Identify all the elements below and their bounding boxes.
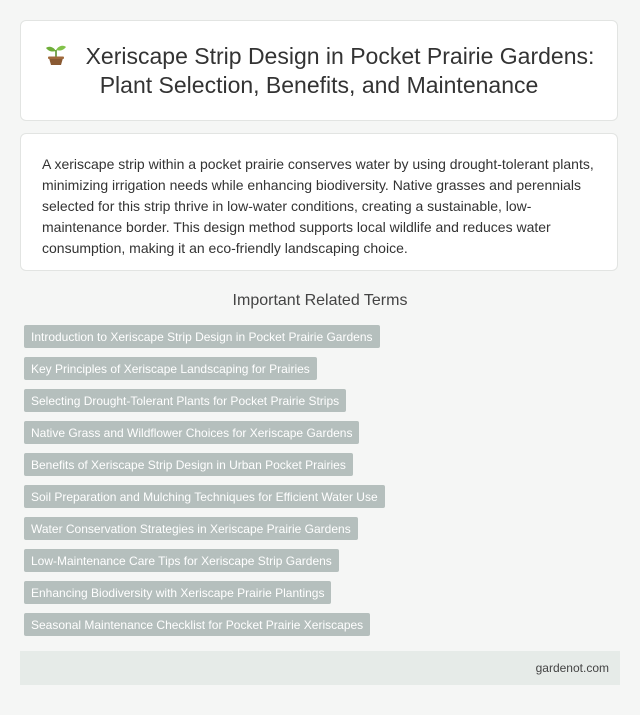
summary-card [20, 133, 618, 271]
summary-text: A xeriscape strip within a pocket prairie conserves water by using drought-tolerant plants, minimizing irrigation needs while enhancing biodiversity. Native grasses and perennials selected for this strip thrive in low-water conditions, creating a sustainable, low-maintenance border. This design method supports local wildlife and reduces water consumption, making it an eco-friendly landscaping choice. [42, 156, 594, 256]
related-term-tag[interactable]: Key Principles of Xeriscape Landscaping for Prairies [24, 357, 317, 380]
related-term-tag[interactable]: Native Grass and Wildflower Choices for Xeriscape Gardens [24, 421, 359, 444]
footer [20, 651, 620, 685]
page-title [21, 42, 617, 100]
related-term-tag[interactable]: Benefits of Xeriscape Strip Design in Urban Pocket Prairies [24, 453, 353, 476]
related-term-tag[interactable]: Low-Maintenance Care Tips for Xeriscape Strip Gardens [24, 549, 339, 572]
related-term-tag[interactable]: Seasonal Maintenance Checklist for Pocket Prairie Xeriscapes [24, 613, 370, 636]
related-terms-list [24, 325, 624, 645]
related-term-tag[interactable]: Water Conservation Strategies in Xeriscape Prairie Gardens [24, 517, 358, 540]
footer-site-link[interactable]: gardenot.com [535, 661, 609, 675]
page-title-text: Xeriscape Strip Design in Pocket Prairie Gardens: Plant Selection, Benefits, and Maintenance [85, 42, 595, 98]
related-term-tag[interactable]: Enhancing Biodiversity with Xeriscape Prairie Plantings [24, 581, 331, 604]
related-term-tag[interactable]: Selecting Drought-Tolerant Plants for Pocket Prairie Strips [24, 389, 346, 412]
title-card [20, 20, 618, 121]
related-terms-heading: Important Related Terms [232, 292, 408, 309]
related-term-tag[interactable]: Introduction to Xeriscape Strip Design in Pocket Prairie Gardens [24, 325, 380, 348]
sprout-icon [44, 44, 68, 66]
related-term-tag[interactable]: Soil Preparation and Mulching Techniques for Efficient Water Use [24, 485, 385, 508]
